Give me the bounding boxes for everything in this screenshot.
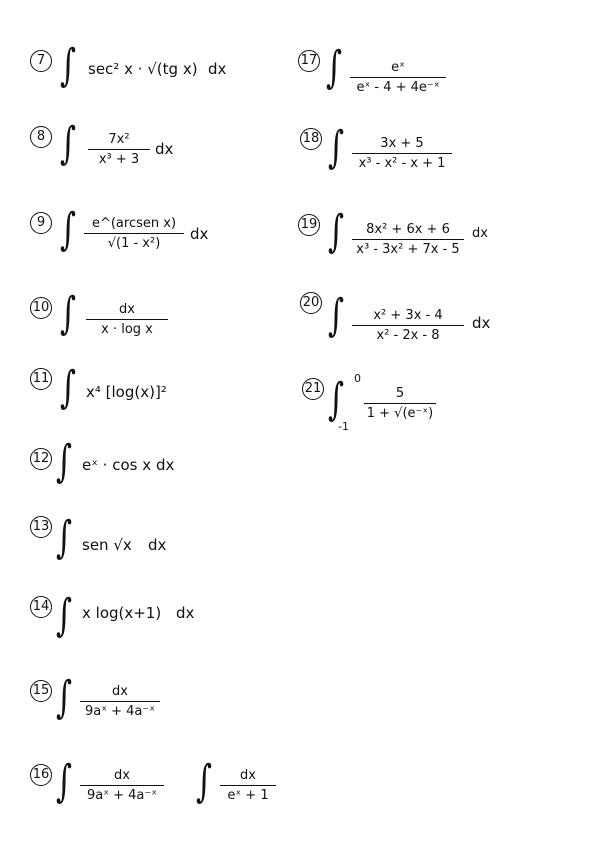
numerator: dx [114,768,130,783]
exercise-number: 19 [298,214,320,236]
numerator: 8x² + 6x + 6 [366,222,450,237]
fraction-bar [352,239,464,240]
integral-sign-icon: ∫ [60,118,77,169]
numerator: 5 [395,386,405,401]
dx-label: dx [155,140,174,158]
integrand: sen √x [82,536,132,554]
denominator: x² - 2x - 8 [376,328,440,343]
exercise-number: 14 [30,596,52,618]
fraction-bar [352,325,464,326]
fraction [352,222,464,257]
exercise-number: 9 [30,212,52,234]
fraction [80,768,164,803]
denominator: eˣ + 1 [227,788,269,803]
fraction-bar [220,785,276,786]
integral-sign-icon: ∫ [196,756,213,807]
integral-sign-icon: ∫ [60,288,77,339]
fraction-bar [80,785,164,786]
exercise-number: 17 [298,50,320,72]
denominator: x · log x [101,322,153,337]
fraction-bar [88,149,150,150]
integral-sign-icon: ∫ [56,512,73,563]
denominator: √(1 - x²) [107,236,161,251]
fraction-bar [80,701,160,702]
fraction-bar [364,403,436,404]
denominator: 9aˣ + 4a⁻ˣ [84,704,156,719]
fraction [86,302,168,337]
fraction-bar [86,319,168,320]
exercise-number: 7 [30,50,52,72]
integrand: sec² x · √(tg x) [88,60,198,78]
exercise-number: 10 [30,297,52,319]
denominator: 1 + √(e⁻ˣ) [366,406,434,421]
numerator: e^(arcsen x) [91,216,177,231]
integral-sign-icon: ∫ [56,672,73,723]
integral-sign-icon: ∫ [56,436,73,487]
integral-sign-icon: ∫ [60,204,77,255]
exercise-number: 20 [300,292,322,314]
fraction [364,386,436,421]
denominator: x³ - x² - x + 1 [358,156,446,171]
denominator: x³ - 3x² + 7x - 5 [356,242,460,257]
numerator: dx [240,768,256,783]
numerator: dx [112,684,128,699]
denominator: x³ + 3 [98,152,140,167]
lower-limit: -1 [338,420,349,433]
integrand: eˣ · cos x [82,456,152,474]
fraction-bar [84,233,184,234]
exercise-number: 13 [30,516,52,538]
denominator: 9aˣ + 4a⁻ˣ [86,788,158,803]
numerator: dx [119,302,135,317]
fraction [88,132,150,167]
integral-sign-icon: ∫ [60,40,77,91]
exercise-number: 16 [30,764,52,786]
integral-sign-icon: ∫ [328,206,345,257]
exercise-number: 18 [300,128,322,150]
numerator: eˣ [391,60,405,75]
fraction-bar [350,77,446,78]
fraction [84,216,184,251]
dx-label: dx [208,60,227,78]
integral-sign-icon: ∫ [60,362,77,413]
numerator: 7x² [108,132,130,147]
fraction [352,308,464,343]
numerator: x² + 3x - 4 [373,308,443,323]
fraction [352,136,452,171]
fraction [350,60,446,95]
exercise-number: 8 [30,126,52,148]
exercise-number: 21 [302,378,324,400]
upper-limit: 0 [354,372,361,385]
dx-label: dx [156,456,175,474]
dx-label: dx [148,536,167,554]
dx-label: dx [472,226,488,241]
exercise-number: 11 [30,368,52,390]
integral-sign-icon: ∫ [328,374,345,425]
dx-label: dx [472,314,491,332]
exercise-number: 15 [30,680,52,702]
fraction-2 [220,768,276,803]
denominator: eˣ - 4 + 4e⁻ˣ [356,80,440,95]
numerator: 3x + 5 [380,136,424,151]
integrand: x⁴ [log(x)]² [86,383,167,401]
integral-sign-icon: ∫ [326,42,343,93]
fraction-bar [352,153,452,154]
fraction [80,684,160,719]
dx-label: dx [190,225,209,243]
integral-sign-icon: ∫ [56,756,73,807]
exercise-number: 12 [30,448,52,470]
integral-sign-icon: ∫ [328,290,345,341]
integral-sign-icon: ∫ [56,590,73,641]
dx-label: dx [176,604,195,622]
integrand: x log(x+1) [82,604,162,622]
integral-sign-icon: ∫ [328,122,345,173]
